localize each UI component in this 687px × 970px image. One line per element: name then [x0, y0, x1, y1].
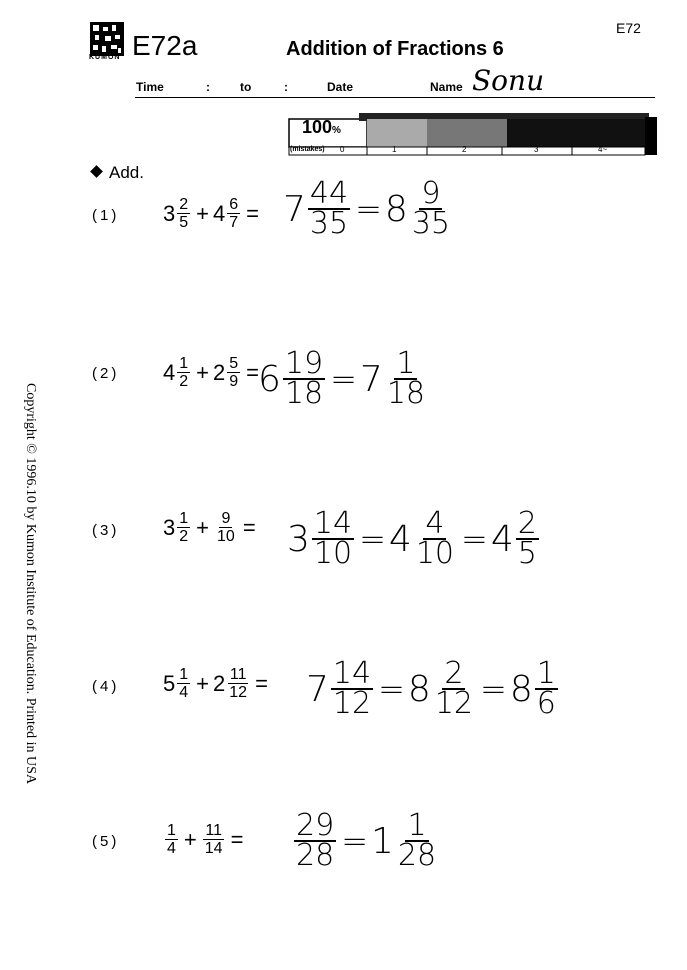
date-label: Date [327, 80, 354, 94]
name-handwritten: Sonu [472, 64, 545, 97]
copyright-notice: Copyright © 1996.10 by Kumon Institute of Education. Printed in USA [23, 383, 38, 785]
sheet-code: E72a [132, 30, 198, 61]
problem-number: (4) [92, 678, 120, 695]
header-rule [135, 97, 655, 98]
diamond-bullet-icon [90, 165, 103, 178]
problem-expression: 4 $\frac{1}{2}$ + 2 $\frac{5}{9}$ = [163, 355, 260, 390]
time-label: Time [136, 80, 164, 94]
problem-number: (3) [92, 522, 120, 539]
handwritten-answer: $\frac{29}{28}$ = 1 $\frac{1}{28}$ [296, 808, 437, 873]
name-label: Name [430, 80, 463, 94]
handwritten-answer: 6 $\frac{19}{18}$ = 7 $\frac{1}{18}$ [258, 346, 425, 411]
corner-code: E72 [616, 20, 641, 36]
time-separator: : [206, 80, 210, 94]
mistakes-col: 4~ [598, 145, 608, 154]
mistakes-col: 0 [340, 145, 345, 154]
mistakes-label: (mistakes) [290, 146, 325, 153]
problem-number: (1) [92, 207, 120, 224]
problem-number: (2) [92, 365, 120, 382]
mistakes-col: 2 [462, 145, 467, 154]
problem-expression: 5 $\frac{1}{4}$ + 2 $\frac{11}{12}$ = [163, 666, 268, 701]
handwritten-answer: 3 $\frac{14}{10}$ = 4 $\frac{4}{10}$ = 4 $\frac{2}{5}$ [287, 506, 537, 571]
handwritten-answer: 7 $\frac{14}{12}$ = 8 $\frac{2}{12}$ = 8 $\frac{1}{6}$ [306, 656, 556, 721]
instruction: Add. [92, 163, 144, 183]
time-separator: : [284, 80, 288, 94]
problem-expression: $\frac{1}{4}$ + $\frac{11}{14}$ = [167, 822, 244, 857]
problem-expression: 3 $\frac{2}{5}$ + 4 $\frac{6}{7}$ = [163, 196, 260, 231]
perfect-score: 100% [302, 117, 341, 137]
kumon-logo-icon [90, 22, 124, 56]
problem-expression: 3 $\frac{1}{2}$ + $\frac{9}{10}$ = [163, 510, 256, 545]
page-title: Addition of Fractions 6 [286, 38, 504, 60]
mistakes-col: 3 [534, 145, 539, 154]
to-label: to [240, 80, 252, 94]
handwritten-answer: 7 $\frac{44}{35}$ = 8 $\frac{9}{35}$ [283, 176, 450, 241]
mistakes-col: 1 [392, 145, 397, 154]
logo-text: KUMON [89, 54, 121, 61]
problem-number: (5) [92, 833, 120, 850]
